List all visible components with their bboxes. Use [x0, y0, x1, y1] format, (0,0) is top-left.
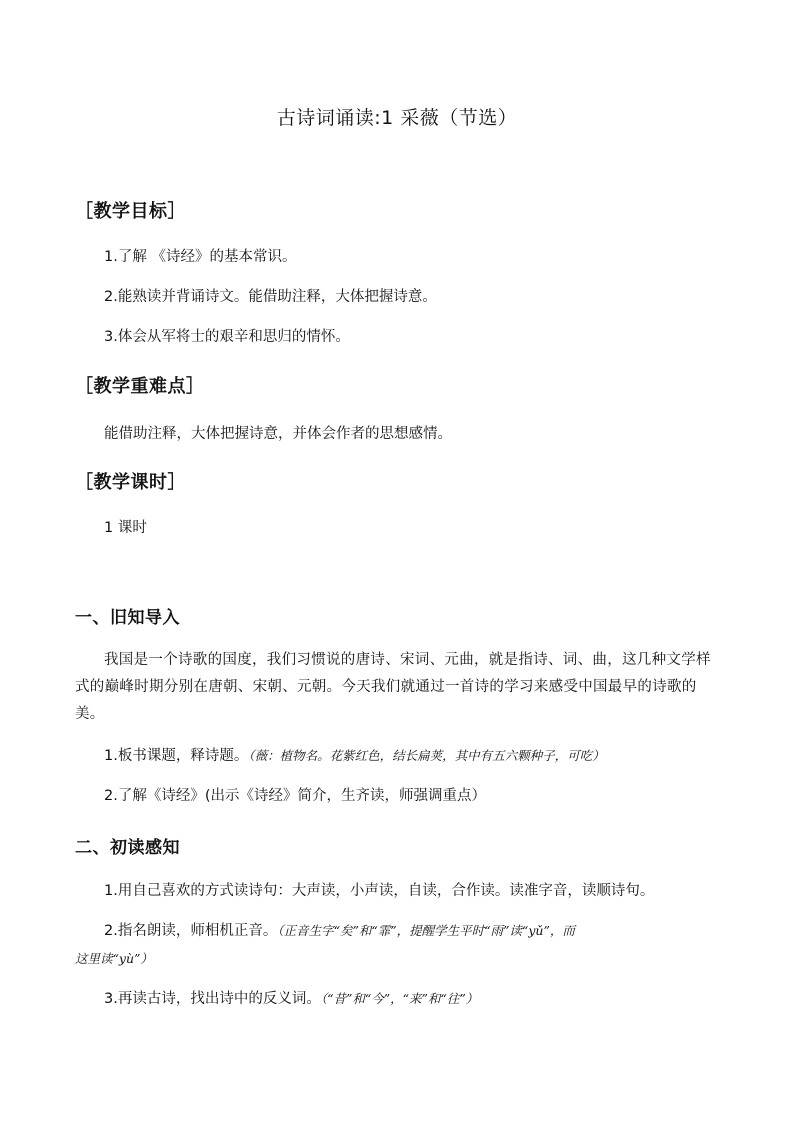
section-1-item-1 [104, 746, 605, 766]
objective-item-3: 3.体会从军将士的艰辛和思归的情怀。 [104, 329, 350, 345]
section-1-item-1-note: （薇：植物名。花紫红色，结长扁荚，其中有五六颗种子，可吃） [248, 748, 605, 763]
section-1-heading: 一、旧知导入 [75, 608, 180, 628]
section-2-heading: 二、初读感知 [75, 838, 180, 858]
key-points-heading: ［教学重难点］ [75, 376, 205, 397]
section-1-paragraph: 我国是一个诗歌的国度，我们习惯说的唐诗、宋词、元曲，就是指诗、词、曲，这几种文学样式的巅峰时期分别在唐朝、宋朝、元朝。今天我们就通过一首诗的学习来感受中国最早的诗歌的美。 [75, 652, 711, 722]
section-2-item-3-note: （“昔”和“今”，“来”和“往”） [320, 991, 479, 1006]
section-1-item-1-main: 1.板书课题，释诗题。 [104, 748, 249, 764]
objectives-heading: ［教学目标］ [75, 201, 186, 222]
section-2-item-2-continued [75, 949, 153, 969]
periods-heading: ［教学课时］ [75, 472, 186, 493]
page-title: 古诗词诵读:1 采薇（节选） [276, 107, 518, 129]
section-2-item-2-note-line-2: 这里读“yù”） [75, 951, 153, 966]
periods-text: 1 课时 [104, 520, 147, 536]
section-2-item-2 [104, 921, 575, 941]
key-points-text: 能借助注释，大体把握诗意，并体会作者的思想感情。 [104, 426, 452, 442]
section-2-item-1: 1.用自己喜欢的方式读诗句：大声读，小声读，自读，合作读。读准字音，读顺诗句。 [104, 883, 655, 899]
section-2-item-3 [104, 989, 478, 1009]
objective-item-1: 1.了解 《诗经》的基本常识。 [104, 249, 297, 265]
objective-item-2: 2.能熟读并背诵诗文。能借助注释，大体把握诗意。 [104, 289, 437, 305]
section-1-item-2: 2.了解《诗经》(出示《诗经》简介，生齐读，师强调重点） [104, 788, 486, 804]
section-2-item-2-main: 2.指名朗读，师相机正音。 [104, 923, 278, 939]
section-2-item-3-main: 3.再读古诗，找出诗中的反义词。 [104, 991, 321, 1007]
section-2-item-2-note-line-1: （正音生字“矣”和“霏”，提醒学生平时“雨”读“yǔ”，而 [277, 923, 575, 938]
